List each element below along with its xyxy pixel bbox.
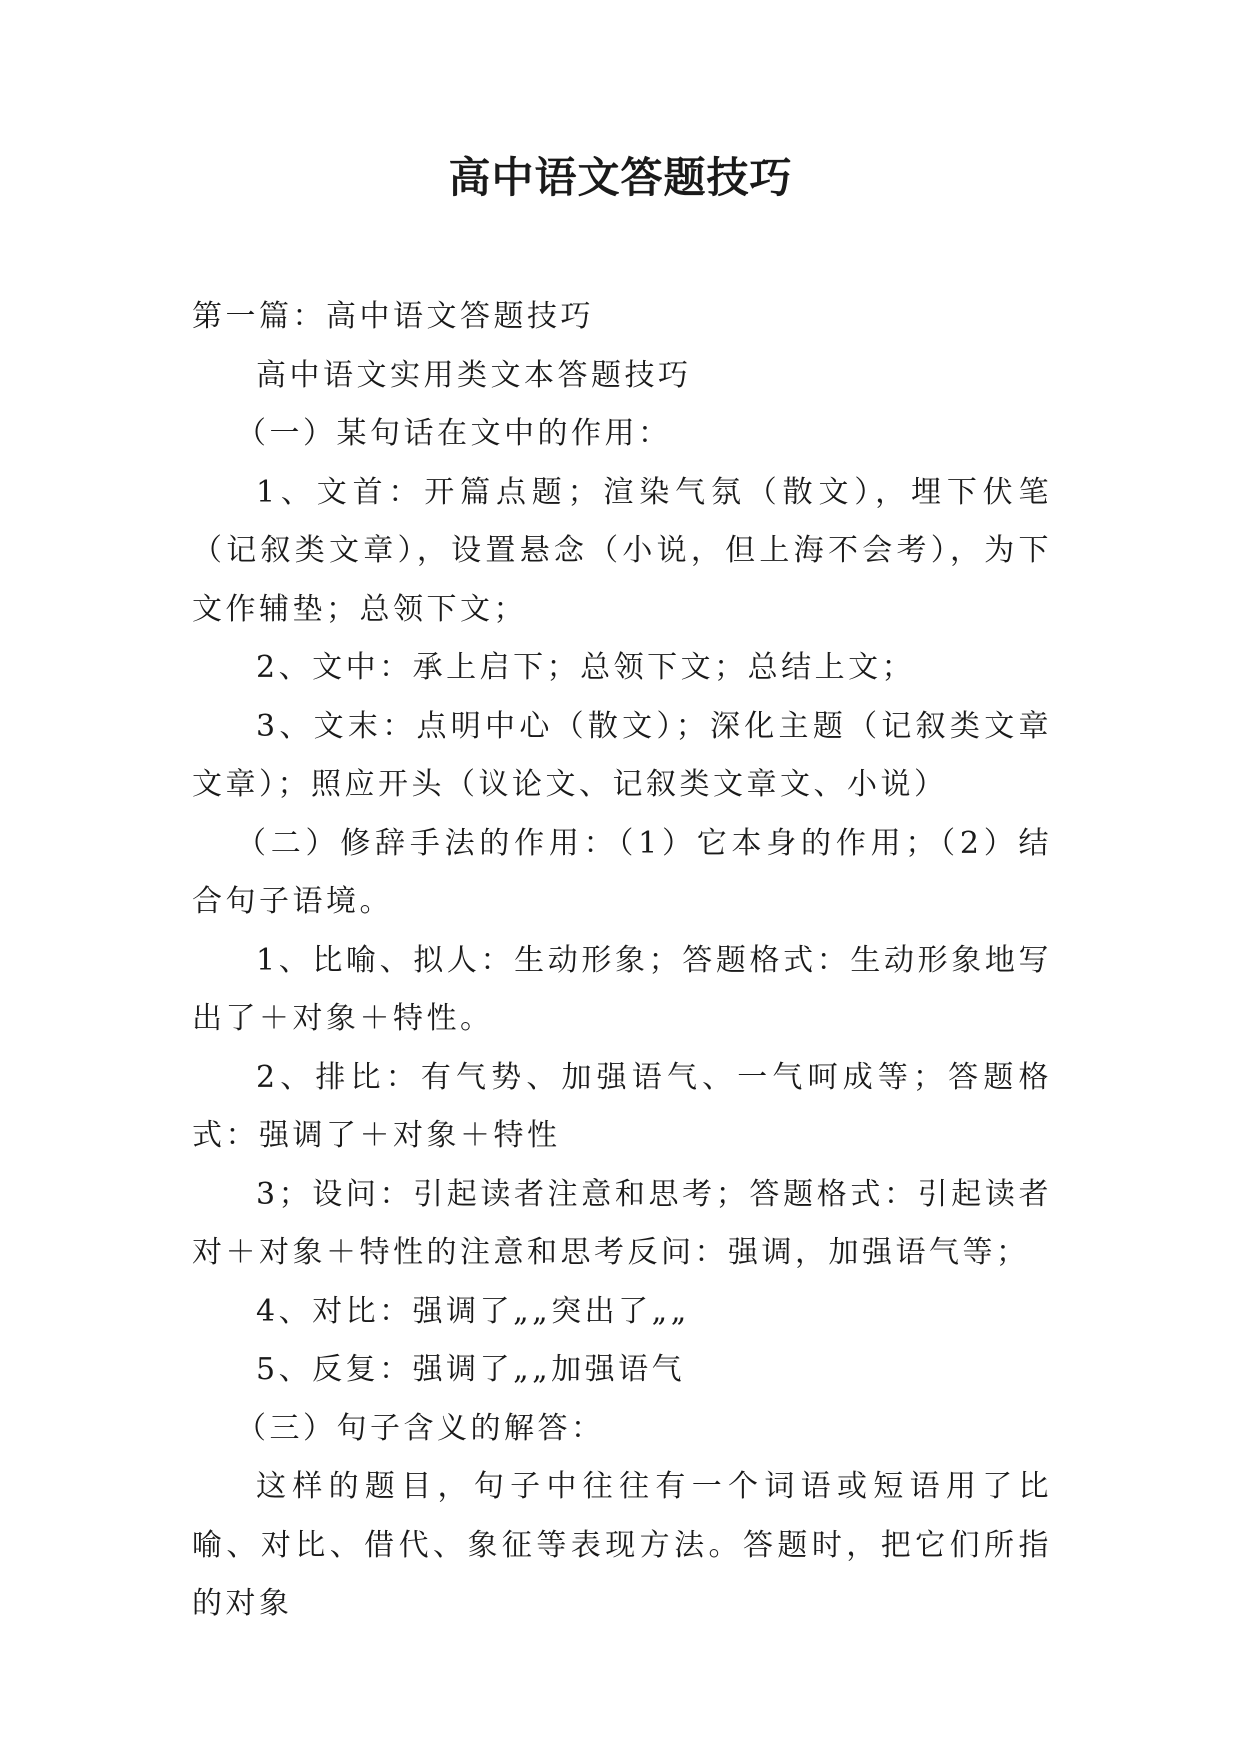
paragraph: 2、文中：承上启下；总领下文；总结上文； <box>256 650 916 685</box>
paragraph: 2、排比：有气势、加强语气、一气呵成等；答题格式：强调了＋对象＋特性 <box>192 1059 1052 1153</box>
document-body <box>192 288 1052 1634</box>
section-heading: （三）句子含义的解答： <box>236 1410 605 1446</box>
paragraph: 5、反复：强调了„„加强语气 <box>256 1352 686 1387</box>
document-title: 高中语文答题技巧 <box>448 153 793 202</box>
section-heading: （二）修辞手法的作用：（1）它本身的作用；（2）结合句子语境。 <box>192 825 1052 919</box>
paragraph: 1、文首：开篇点题；渲染气氛（散文），埋下伏笔（记叙类文章），设置悬念（小说，但上海不会考），为下文作辅垫；总领下文； <box>192 474 1052 627</box>
paragraph: 这样的题目，句子中往往有一个词语或短语用了比喻、对比、借代、象征等表现方法。答题时，把它们所指的对象 <box>192 1469 1052 1621</box>
section-heading: （一）某句话在文中的作用： <box>236 416 672 451</box>
paragraph: 3、文末：点明中心（散文）；深化主题（记叙类文章文章）；照应开头（议论文、记叙类文章文、小说） <box>192 708 1052 802</box>
paragraph: 第一篇：高中语文答题技巧 <box>192 299 594 334</box>
paragraph: 4、对比：强调了„„突出了„„ <box>256 1293 690 1329</box>
paragraph: 3；设问：引起读者注意和思考；答题格式：引起读者对＋对象＋特性的注意和思考反问：强调，加强语气等； <box>192 1176 1052 1270</box>
paragraph: 1、比喻、拟人：生动形象；答题格式：生动形象地写出了＋对象＋特性。 <box>192 942 1052 1036</box>
paragraph: 高中语文实用类文本答题技巧 <box>256 357 692 393</box>
